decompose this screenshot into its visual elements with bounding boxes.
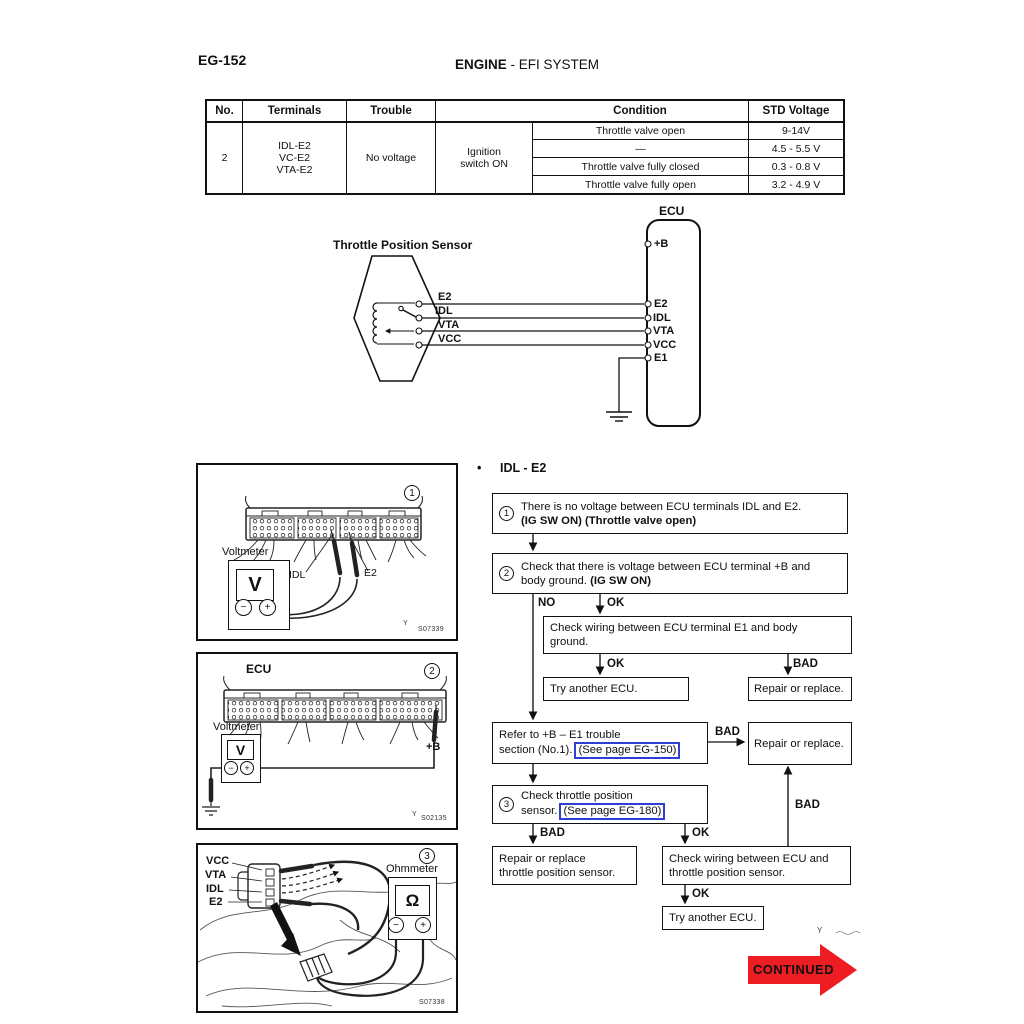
- fig1-probe-label-idl: IDL: [289, 569, 306, 581]
- col-header-std-voltage: STD Voltage: [748, 101, 843, 121]
- page-title-bold: ENGINE: [455, 57, 507, 72]
- e1-line2: ground.: [550, 636, 589, 648]
- cell-condition: Throttle valve open: [532, 121, 748, 139]
- fig3-terminal-vta: VTA: [205, 869, 227, 881]
- terminal-pair: VTA-E2: [276, 164, 313, 176]
- flow-step2-box: [492, 553, 848, 594]
- step1-line1: There is no voltage between ECU terminals IDL and E2.: [521, 500, 802, 513]
- ground-symbol: [606, 412, 632, 421]
- flow-try-ecu-box-2: Try another ECU.: [662, 906, 764, 930]
- tps-sensor-label: Throttle Position Sensor: [333, 238, 473, 252]
- figure3-number: 3: [419, 848, 435, 864]
- col-header-no: No.: [215, 105, 234, 117]
- col-header-trouble: Trouble: [346, 101, 435, 121]
- fig3-terminal-idl: IDL: [206, 883, 224, 895]
- terminal-pair: VC-E2: [279, 152, 310, 164]
- fig2-plus-terminal: +: [240, 761, 254, 775]
- flow-e1-wiring-box: [543, 616, 852, 654]
- fig1-mark: Y: [403, 620, 408, 627]
- trouble-spec-table: [205, 99, 845, 195]
- repair-tps-line1: Repair or replace: [499, 852, 586, 865]
- scan-artifact: [836, 932, 860, 935]
- col-header-terminals: Terminals: [242, 101, 346, 121]
- fig3-terminal-vcc: VCC: [206, 855, 230, 867]
- cell-condition: Throttle valve fully closed: [532, 157, 748, 175]
- page-link-eg150[interactable]: (See page EG-150): [574, 742, 680, 759]
- fig2-voltmeter-display: V: [227, 740, 254, 760]
- step3-line1: Check throttle position: [521, 790, 633, 802]
- cell-std: 9-14V: [748, 121, 843, 139]
- fig2-minus-terminal: −: [224, 761, 238, 775]
- ecu-terminal-idl: IDL: [653, 312, 671, 324]
- ecu-label: ECU: [659, 204, 685, 218]
- branch-label-bad: BAD: [540, 827, 565, 839]
- flow-refer-box: [492, 722, 708, 764]
- page-code: EG-152: [198, 52, 247, 68]
- fig1-code: S07339: [418, 626, 444, 633]
- fig3-ohmmeter-display: Ω: [395, 885, 430, 916]
- condition-common-line: Ignition: [467, 146, 501, 158]
- repair-tps-line2: throttle position sensor.: [499, 866, 616, 879]
- check-wiring-line2: throttle position sensor.: [669, 866, 786, 879]
- flow-heading: IDL - E2: [500, 461, 547, 475]
- flow-repair-box: Repair or replace.: [748, 677, 852, 701]
- check-wiring-line1: Check wiring between ECU and: [669, 852, 829, 865]
- fig1-plus-terminal: +: [259, 599, 276, 616]
- step2-line1: Check that there is voltage between ECU terminal +B and: [521, 560, 811, 573]
- step2-circled-number: 2: [499, 566, 514, 581]
- fig3-terminal-e2: E2: [209, 896, 223, 908]
- cell-no: 2: [207, 121, 242, 193]
- fig2-ecu-label: ECU: [246, 662, 272, 676]
- cell-std: 0.3 - 0.8 V: [748, 157, 843, 175]
- fig1-voltmeter-display: V: [236, 569, 274, 601]
- step2-line2: body ground.: [521, 574, 591, 587]
- wire-label-vta: VTA: [438, 319, 460, 331]
- branch-label-bad: BAD: [793, 658, 818, 670]
- page-title-rest: - EFI SYSTEM: [506, 57, 600, 72]
- flow-repair-box-2: Repair or replace.: [748, 722, 852, 765]
- refer-line2: section (No.1).: [499, 743, 573, 756]
- flow-step1-box: [492, 493, 848, 534]
- ecu-terminal-plus-b: +B: [654, 238, 669, 250]
- terminal-pair: IDL-E2: [278, 140, 311, 152]
- figure2-number: 2: [424, 663, 440, 679]
- branch-label-ok: OK: [607, 658, 625, 670]
- ecu-terminal-e1: E1: [654, 352, 668, 364]
- cell-std: 4.5 - 5.5 V: [748, 139, 843, 157]
- branch-label-bad: BAD: [795, 799, 820, 811]
- fig2-voltmeter-label: Voltmeter: [213, 721, 260, 733]
- cell-trouble: No voltage: [346, 121, 435, 193]
- col-header-condition: Condition: [435, 101, 748, 121]
- e1-line1: Check wiring between ECU terminal E1 and body: [550, 622, 798, 634]
- branch-label-ok: OK: [692, 888, 710, 900]
- ecu-terminal-e2: E2: [654, 298, 668, 310]
- page-title: [455, 57, 599, 72]
- page-link-eg180[interactable]: (See page EG-180): [559, 803, 665, 820]
- ecu-terminal-vta: VTA: [653, 325, 675, 337]
- cell-condition: —: [532, 139, 748, 157]
- branch-label-ok: OK: [607, 597, 625, 609]
- fig1-minus-terminal: −: [235, 599, 252, 616]
- step3-circled-number: 3: [499, 797, 514, 812]
- wire-label-idl: IDL: [435, 305, 453, 317]
- figure1-number: 1: [404, 485, 420, 501]
- step3-line2: sensor.: [521, 805, 558, 817]
- branch-label-ok: OK: [692, 827, 710, 839]
- wire-label-e2: E2: [438, 291, 452, 303]
- cell-std: 3.2 - 4.9 V: [748, 175, 843, 193]
- refer-line1: Refer to +B – E1 trouble: [499, 728, 621, 741]
- flow-check-wiring-tps-box: [662, 846, 851, 885]
- idle-switch-contact: [399, 306, 403, 310]
- fig1-voltmeter-label: Voltmeter: [222, 546, 269, 558]
- flow-repair-tps-box: [492, 846, 637, 885]
- step1-line2: (IG SW ON) (Throttle valve open): [521, 514, 697, 527]
- fig2-terminal-label: +B: [426, 741, 441, 753]
- fig3-minus-terminal: −: [388, 917, 404, 933]
- step1-circled-number: 1: [499, 506, 514, 521]
- flow-heading-bullet: •: [477, 461, 482, 475]
- cell-condition-common: [435, 121, 532, 193]
- ecu-terminal-vcc: VCC: [653, 339, 677, 351]
- step2-line2-bold: (IG SW ON): [590, 574, 651, 587]
- flow-step3-box: [492, 785, 708, 824]
- fig3-ohmmeter-label: Ohmmeter: [386, 863, 438, 875]
- flow-try-ecu-box: Try another ECU.: [543, 677, 689, 701]
- branch-label-bad: BAD: [715, 726, 740, 738]
- fig2-mark: Y: [412, 811, 417, 818]
- scan-mark: Y: [817, 926, 823, 935]
- cell-condition: Throttle valve fully open: [532, 175, 748, 193]
- fig1-probe-label-e2: E2: [364, 567, 377, 579]
- fig3-code: S07338: [419, 999, 445, 1006]
- fig2-code: S02135: [421, 815, 447, 822]
- wire-label-vcc: VCC: [438, 333, 462, 345]
- cell-terminals: [242, 121, 346, 193]
- fig3-plus-terminal: +: [415, 917, 431, 933]
- continued-label: CONTINUED: [753, 962, 834, 977]
- branch-label-no: NO: [538, 597, 556, 609]
- condition-common-line: switch ON: [460, 158, 508, 170]
